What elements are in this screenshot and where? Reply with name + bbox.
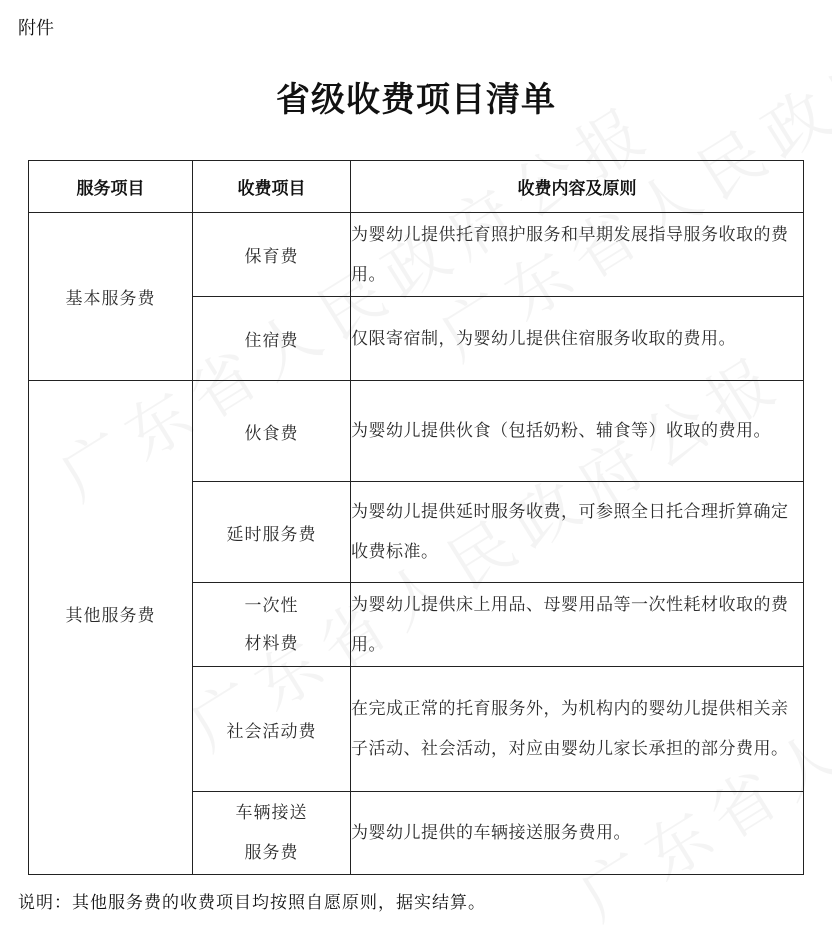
fee-description-cell: 在完成正常的托育服务外，为机构内的婴幼儿提供相关亲子活动、社会活动，对应由婴幼儿家长承担的部分费用。 [351, 667, 804, 792]
table-row [29, 213, 804, 297]
table-row [29, 381, 804, 482]
service-category-cell [29, 381, 193, 875]
fee-description-cell: 为婴幼儿提供的车辆接送服务费用。 [351, 792, 804, 875]
fee-description-cell: 为婴幼儿提供延时服务收费，可参照全日托合理折算确定收费标准。 [351, 482, 804, 583]
fee-item-cell [193, 583, 351, 667]
attachment-label: 附件 [18, 18, 54, 39]
fee-item-line: 一次性 [244, 595, 299, 616]
fee-item-line: 车辆接送 [235, 803, 308, 823]
table-header-row [29, 161, 804, 213]
fee-description-cell: 为婴幼儿提供床上用品、母婴用品等一次性耗材收取的费用。 [351, 583, 804, 667]
footnote: 说明：其他服务费的收费项目均按照自愿原则，据实结算。 [18, 893, 486, 913]
fee-item-cell: 延时服务费 [193, 482, 351, 583]
fee-description-cell: 仅限寄宿制，为婴幼儿提供住宿服务收取的费用。 [351, 297, 804, 381]
fee-item-cell: 住宿费 [193, 297, 351, 381]
fee-item-cell: 保育费 [193, 213, 351, 297]
fee-items-table [28, 160, 804, 875]
column-header-service: 服务项目 [29, 161, 193, 213]
fee-description-cell: 为婴幼儿提供伙食（包括奶粉、辅食等）收取的费用。 [351, 381, 804, 482]
fee-item-cell [193, 792, 351, 875]
fee-item-line: 服务费 [244, 843, 299, 863]
column-header-fee-item: 收费项目 [193, 161, 351, 213]
fee-item-line: 材料费 [244, 633, 299, 654]
fee-item-cell: 伙食费 [193, 381, 351, 482]
column-header-content: 收费内容及原则 [351, 161, 804, 213]
fee-description-cell: 为婴幼儿提供托育照护服务和早期发展指导服务收取的费用。 [351, 213, 804, 297]
fee-item-cell: 社会活动费 [193, 667, 351, 792]
page-title: 省级收费项目清单 [276, 80, 556, 120]
service-category-label: 其他服务费 [65, 606, 156, 626]
service-category-cell: 基本服务费 [29, 213, 193, 381]
